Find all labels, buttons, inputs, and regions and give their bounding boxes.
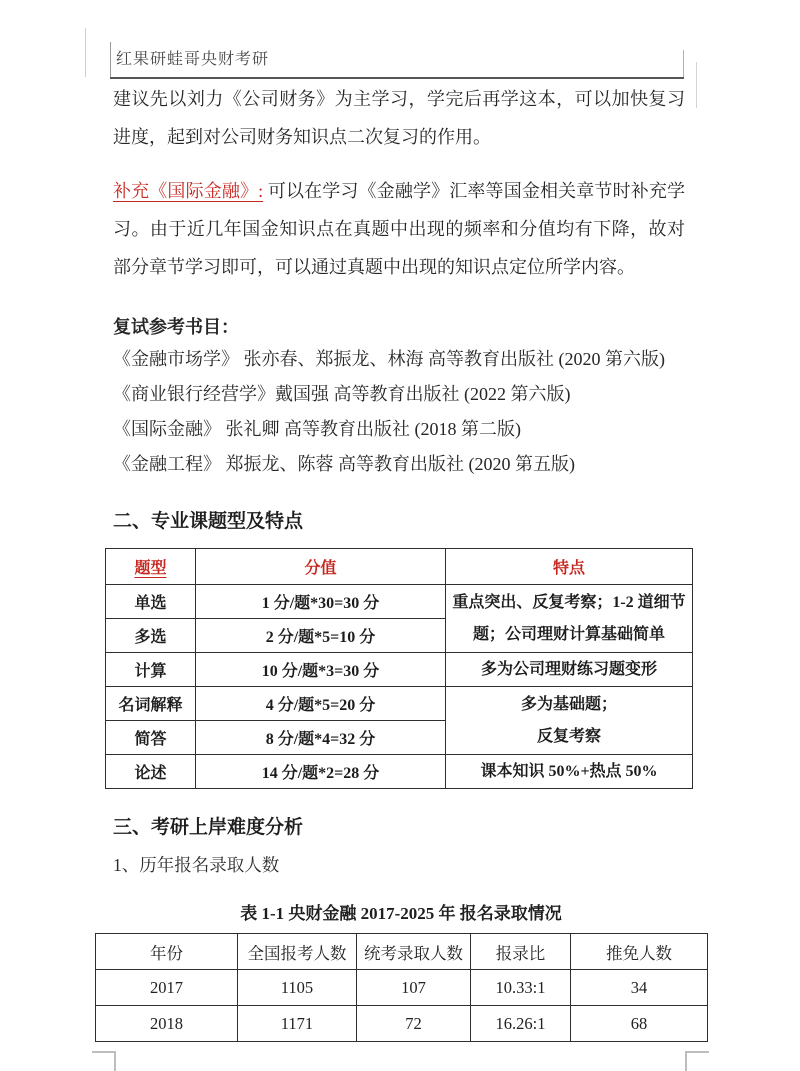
header-rule-line — [110, 77, 684, 79]
text-boundary-mark-bottom-right — [685, 1051, 709, 1071]
booklist-item: 《金融市场学》 张亦春、郑振龙、林海 高等教育出版社 (2020 第六版) — [113, 349, 665, 369]
col-header-ratio: 报录比 — [471, 934, 571, 970]
booklist-item: 《商业银行经营学》戴国强 高等教育出版社 (2022 第六版) — [113, 384, 571, 404]
text-boundary-mark-top-left — [85, 28, 86, 77]
col-header-type: 题型 — [106, 549, 196, 585]
cell-type: 论述 — [106, 755, 196, 789]
cell-feature: 多为公司理财练习题变形 — [446, 653, 693, 687]
col-header-score: 分值 — [196, 549, 446, 585]
col-header-exempt: 推免人数 — [571, 934, 708, 970]
cell-score: 2 分/题*5=10 分 — [196, 619, 446, 653]
feature-line: 反复考察 — [536, 727, 601, 745]
exam-type-table — [105, 548, 693, 789]
table-row — [106, 755, 693, 789]
admission-table — [95, 933, 708, 1042]
cell-type: 单选 — [106, 585, 196, 619]
cell-admitted: 107 — [357, 970, 471, 1006]
table-header-row — [96, 934, 708, 970]
header-right-tick — [683, 50, 684, 77]
page-header-text: 红果研蛙哥央财考研 — [116, 51, 270, 68]
cell-type: 名词解释 — [106, 687, 196, 721]
table-header-row — [106, 549, 693, 585]
text-boundary-mark-top-right — [696, 62, 697, 108]
booklist-item: 《金融工程》 郑振龙、陈蓉 高等教育出版社 (2020 第五版) — [113, 454, 575, 474]
text-boundary-mark-bottom-left — [92, 1051, 116, 1071]
cell-score: 10 分/题*3=30 分 — [196, 653, 446, 687]
cell-admitted: 72 — [357, 1006, 471, 1042]
cell-year: 2018 — [96, 1006, 238, 1042]
col-header-admitted: 统考录取人数 — [357, 934, 471, 970]
cell-score: 1 分/题*30=30 分 — [196, 585, 446, 619]
cell-score: 4 分/题*5=20 分 — [196, 687, 446, 721]
cell-applicants: 1171 — [238, 1006, 357, 1042]
cell-type: 计算 — [106, 653, 196, 687]
section2-heading: 二、专业课题型及特点 — [113, 511, 304, 532]
table-row — [96, 1006, 708, 1042]
cell-exempt: 68 — [571, 1006, 708, 1042]
table-row — [96, 970, 708, 1006]
cell-applicants: 1105 — [238, 970, 357, 1006]
cell-type: 多选 — [106, 619, 196, 653]
cell-type: 简答 — [106, 721, 196, 755]
table-row — [106, 687, 693, 721]
booklist — [113, 342, 665, 482]
section3-subitem: 1、历年报名录取人数 — [113, 855, 280, 875]
cell-feature-merged — [446, 687, 693, 755]
table-row — [106, 585, 693, 619]
cell-ratio: 16.26:1 — [471, 1006, 571, 1042]
cell-score: 8 分/题*4=32 分 — [196, 721, 446, 755]
col-header-applicants: 全国报考人数 — [238, 934, 357, 970]
paragraph-supplement — [113, 172, 685, 286]
booklist-title: 复试参考书目： — [113, 317, 239, 337]
col-header-year: 年份 — [96, 934, 238, 970]
feature-line: 多为基础题； — [520, 695, 617, 713]
cell-year: 2017 — [96, 970, 238, 1006]
table-row — [106, 653, 693, 687]
cell-ratio: 10.33:1 — [471, 970, 571, 1006]
booklist-item: 《国际金融》 张礼卿 高等教育出版社 (2018 第二版) — [113, 419, 521, 439]
cell-exempt: 34 — [571, 970, 708, 1006]
cell-score: 14 分/题*2=28 分 — [196, 755, 446, 789]
admission-table-caption: 表 1-1 央财金融 2017-2025 年 报名录取情况 — [240, 904, 562, 923]
cell-feature-merged: 重点突出、反复考察；1-2 道细节题；公司理财计算基础简单 — [446, 585, 693, 653]
header-left-tick — [110, 42, 111, 77]
supplement-body-text: 可以在学习《金融学》汇率等国金相关章节时补充学习。由于近几年国金知识点在真题中出现的频率和分值均有下降，故对部分章节学习即可，可以通过真题中出现的知识点定位所学内容。 — [113, 181, 685, 277]
supplement-lead-red-text: 补充《国际金融》: — [113, 181, 264, 201]
paragraph-study-advice: 建议先以刘力《公司财务》为主学习，学完后再学这本，可以加快复习进度，起到对公司财务知识点二次复习的作用。 — [113, 89, 685, 147]
cell-feature: 课本知识 50%+热点 50% — [446, 755, 693, 789]
col-header-feature: 特点 — [446, 549, 693, 585]
section3-heading: 三、考研上岸难度分析 — [113, 817, 304, 838]
